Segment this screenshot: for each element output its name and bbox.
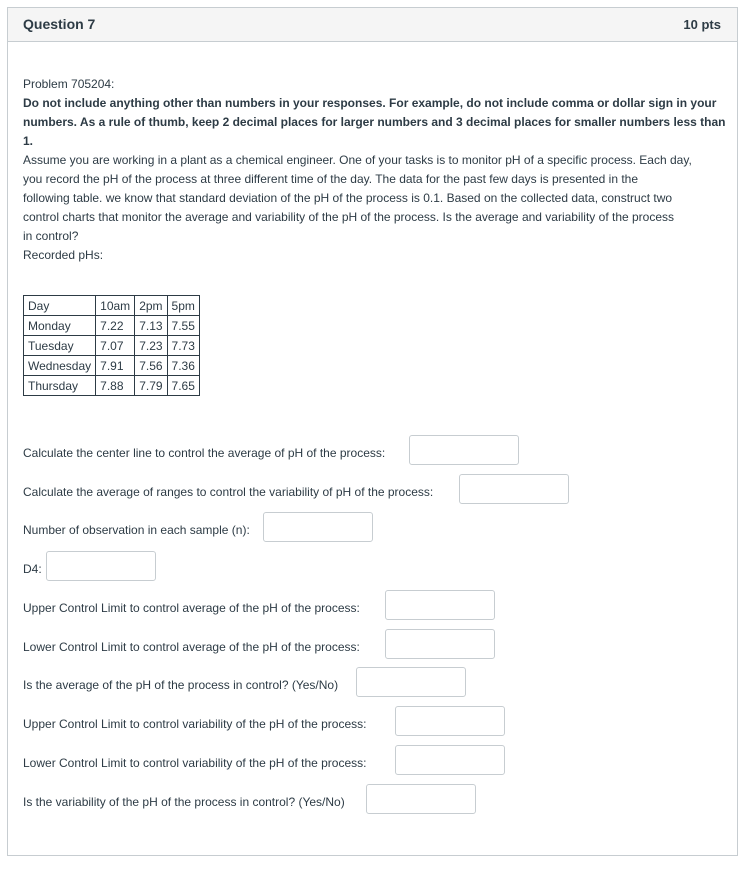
table-cell: 7.07	[96, 336, 135, 356]
table-cell: Tuesday	[24, 336, 96, 356]
recorded-label: Recorded pHs:	[23, 248, 104, 262]
paragraph-line-4: control charts that monitor the average and variability of the pH of the process. Is the average and variability of the process	[23, 210, 675, 224]
table-header-cell: 10am	[96, 296, 135, 316]
table-cell: Thursday	[24, 376, 96, 396]
table-cell: 7.22	[96, 316, 135, 336]
paragraph-line-2: you record the pH of the process at three different time of the day. The data for the past few days is presented in the	[23, 172, 639, 186]
ucl-average-input[interactable]	[385, 590, 495, 620]
table-cell: 7.36	[167, 356, 199, 376]
table-cell: 7.79	[135, 376, 167, 396]
d4-input[interactable]	[46, 551, 156, 581]
lcl-variability-input[interactable]	[395, 745, 505, 775]
table-cell: 7.65	[167, 376, 199, 396]
table-row	[24, 356, 200, 376]
table-header-cell: 5pm	[167, 296, 199, 316]
table-row	[24, 376, 200, 396]
table-cell: 7.91	[96, 356, 135, 376]
center-line-input[interactable]	[409, 435, 519, 465]
average-range-input[interactable]	[459, 474, 569, 504]
instructions-line-1: Do not include anything other than numbers in your responses. For example, do not include comma or dollar sign in your	[23, 96, 717, 110]
table-cell: 7.55	[167, 316, 199, 336]
table-cell: Wednesday	[24, 356, 96, 376]
average-range-label: Calculate the average of ranges to control the variability of pH of the process:	[23, 485, 434, 499]
problem-id: Problem 705204:	[23, 77, 115, 91]
instructions-line-2: numbers. As a rule of thumb, keep 2 decimal places for larger numbers and 3 decimal places for smaller numbers less than	[23, 115, 726, 129]
table-row	[24, 316, 200, 336]
ucl-variability-label: Upper Control Limit to control variability of the pH of the process:	[23, 717, 367, 731]
ucl-average-label: Upper Control Limit to control average of the pH of the process:	[23, 601, 360, 615]
table-row	[24, 336, 200, 356]
question-title: Question 7	[23, 16, 96, 32]
lcl-average-input[interactable]	[385, 629, 495, 659]
ph-data-table	[23, 295, 200, 396]
ucl-variability-input[interactable]	[395, 706, 505, 736]
question-points: 10 pts	[683, 17, 721, 32]
paragraph-line-3: following table. we know that standard deviation of the pH of the process is 0.1. Based on the collected data, construct two	[23, 191, 673, 205]
d4-label: D4:	[23, 562, 42, 576]
instructions-line-3: 1.	[23, 134, 34, 148]
table-cell: 7.88	[96, 376, 135, 396]
variability-in-control-label: Is the variability of the pH of the process in control? (Yes/No)	[23, 795, 345, 809]
lcl-variability-label: Lower Control Limit to control variability of the pH of the process:	[23, 756, 367, 770]
paragraph-line-5: in control?	[23, 229, 79, 243]
table-cell: Monday	[24, 316, 96, 336]
question-header	[8, 8, 737, 42]
table-cell: 7.56	[135, 356, 167, 376]
sample-size-input[interactable]	[263, 512, 373, 542]
center-line-label: Calculate the center line to control the average of pH of the process:	[23, 446, 386, 460]
table-header-cell: Day	[24, 296, 96, 316]
sample-size-label: Number of observation in each sample (n):	[23, 523, 250, 537]
table-cell: 7.73	[167, 336, 199, 356]
table-cell: 7.13	[135, 316, 167, 336]
table-header-row	[24, 296, 200, 316]
average-in-control-input[interactable]	[356, 667, 466, 697]
average-in-control-label: Is the average of the pH of the process in control? (Yes/No)	[23, 678, 339, 692]
table-cell: 7.23	[135, 336, 167, 356]
lcl-average-label: Lower Control Limit to control average of the pH of the process:	[23, 640, 360, 654]
paragraph-line-1: Assume you are working in a plant as a chemical engineer. One of your tasks is to monitor pH of a specific process. Each day,	[23, 153, 692, 167]
variability-in-control-input[interactable]	[366, 784, 476, 814]
table-header-cell: 2pm	[135, 296, 167, 316]
